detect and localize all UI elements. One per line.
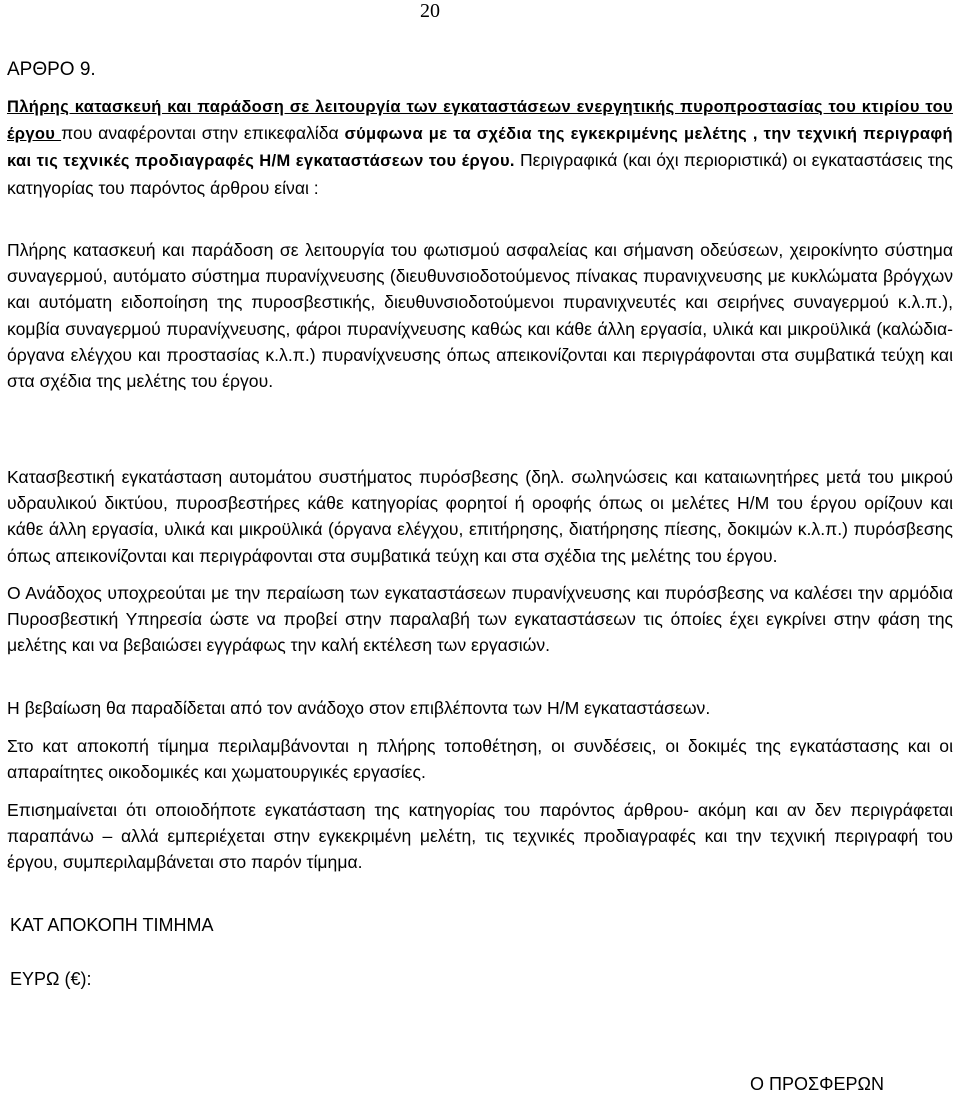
paragraph-lighting-fire-detection: Πλήρης κατασκευή και παράδοση σε λειτουργία του φωτισμού ασφαλείας και σήμανση οδεύσεων, χειροκίνητο σύστημα συναγερμού, αυτόματο σύστημα πυρανίχνευσης (διευθυνσιοδοτούμενος πίνακας πυρανιχνευσης με κυκλώματα βρόγχων και αυτόματη ειδοποίηση της πυροσβεστικής, διευθυνσιοδοτούμενοι πυρανιχνευτές και σειρήνες συναγερμού κ.λ.π.), κομβία συναγερμού πυρανίχνευσης, φάροι πυρανίχνευσης καθώς και κάθε άλλη εργασία, υλικά και μικροϋλικά (καλώδια-όργανα ελέγχου και προστασίας κ.λ.π.) πυρανίχνευσης όπως απεικονίζονται και περιγράφονται στα συμβατικά τεύχη και στα σχέδια της μελέτης του έργου. xyxy=(7,240,953,392)
intro-bold-2: σύμφωνα με τα σχέδια της εγκεκριμένης μελέτης , την τεχνική περιγραφή και τις τεχνικές προδιαγραφές Η/Μ εγκαταστάσεων του έργου. xyxy=(7,125,953,171)
intro-normal-2: Περιγραφικά (και όχι περιοριστικά) οι εγκαταστάσεις της κατηγορίας του παρόντος άρθρου είναι : xyxy=(7,150,953,198)
paragraph-price-includes: Στο κατ αποκοπή τίμημα περιλαμβάνονται η πλήρης τοποθέτηση, οι συνδέσεις, οι δοκιμές της εγκατάστασης και οι απαραίτητες οικοδομικές και χωματουργικές εργασίες. xyxy=(7,736,953,783)
intro-normal-1: που αναφέρονται στην επικεφαλίδα xyxy=(61,123,345,144)
intro-paragraph xyxy=(7,93,953,201)
paragraph-note: Επισημαίνεται ότι οποιοδήποτε εγκατάσταση της κατηγορίας του παρόντος άρθρου- ακόμη και αν δεν περιγράφεται παραπάνω – αλλά εμπεριέχεται στην εγκεκριμένη μελέτη, τις τεχνικές προδιαγραφές και την τεχνική περιγραφή του έργου, συμπεριλαμβάνεται στο παρόν τίμημα. xyxy=(7,800,953,873)
euro-label: ΕΥΡΩ (€): xyxy=(10,969,92,989)
paragraph-fire-extinguishing: Κατασβεστική εγκατάσταση αυτομάτου συστήματος πυρόσβεσης (δηλ. σωληνώσεις και καταιωνητήρες μετά του μικρού υδραυλικού δικτύου, πυροσβεστήρες κάθε κατηγορίας φορητοί ή οροφής όπως οι μελέτες Η/Μ του έργου ορίζουν και κάθε άλλη εργασία, υλικά και μικροϋλικά (όργανα ελέγχου, επιτήρησης, διατήρησης πίεσης, δοκιμών κ.λ.π.) πυρόσβεσης όπως απεικονίζονται και περιγράφονται στα συμβατικά τεύχη και στα σχέδια της μελέτης του έργου. xyxy=(7,467,953,566)
page-number: 20 xyxy=(420,0,440,22)
lump-sum-label: ΚΑΤ ΑΠΟΚΟΠΗ ΤΙΜΗΜΑ xyxy=(10,915,214,935)
article-title: ΑΡΘΡΟ 9. xyxy=(7,59,96,80)
paragraph-contractor-obligation: Ο Ανάδοχος υποχρεούται με την περαίωση των εγκαταστάσεων πυρανίχνευσης και πυρόσβεσης να καλέσει την αρμόδια Πυροσβεστική Υπηρεσία ώστε να προβεί στην παραλαβή των εγκαταστάσεων τις όποίες έχει εγκρίνει στην φάση της μελέτης και να βεβαιώσει εγγράφως την καλή εκτέλεση των εργασιών. xyxy=(7,583,953,656)
paragraph-certificate: Η βεβαίωση θα παραδίδεται από τον ανάδοχο στον επιβλέποντα των Η/Μ εγκαταστάσεων. xyxy=(7,698,711,718)
bidder-label: Ο ΠΡΟΣΦΕΡΩΝ xyxy=(750,1074,884,1094)
intro-bold-underlined: Πλήρης κατασκευή και παράδοση σε λειτουργία των εγκαταστάσεων ενεργητικής πυροπροστασίας του κτιρίου του έργου xyxy=(7,98,953,144)
